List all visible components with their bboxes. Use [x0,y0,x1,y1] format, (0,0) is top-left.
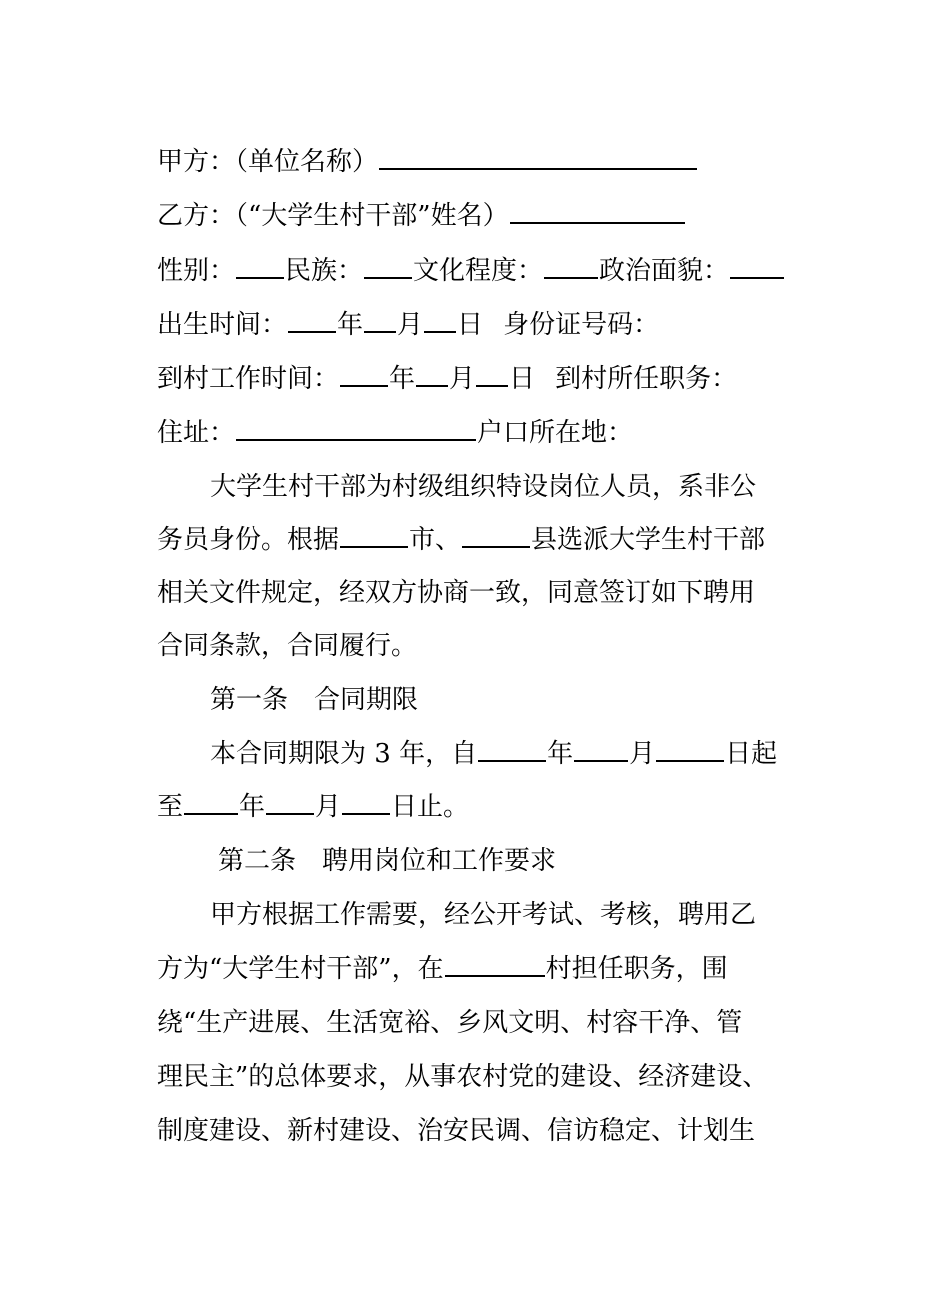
birth-line [157,309,659,341]
political-status-label: 政治面貌： [599,256,730,286]
paragraph-text: 合同条款，合同履行。 [157,631,418,661]
arrival-label: 到村工作时间： [157,364,340,394]
arrival-month-blank[interactable] [416,363,448,387]
hukou-label: 户口所在地： [477,418,634,448]
contract-end-line [157,791,469,823]
id-number-label: 身份证号码： [503,310,660,340]
year-label: 年 [337,310,364,340]
day-label: 日 [457,310,484,340]
start-year-blank[interactable] [478,738,546,762]
paragraph-text: 制度建设、新村建设、治安民调、信访稳定、计划生 [157,1116,756,1146]
education-label: 文化程度： [413,256,544,286]
text-span: 至 [157,792,184,822]
text-span: 月 [629,739,656,769]
ethnicity-blank[interactable] [364,255,412,279]
end-day-blank[interactable] [342,791,390,815]
end-year-blank[interactable] [184,791,238,815]
party-a-blank[interactable] [379,146,697,170]
address-blank[interactable] [236,417,476,441]
party-b-line [157,200,686,232]
position-label: 到村所任职务： [555,364,738,394]
paragraph-text: 甲方根据工作需要，经公开考试、考核，聘用乙 [210,900,757,930]
ethnicity-label: 民族： [285,256,364,286]
text-span: 日止。 [391,792,470,822]
paragraph-text: 绕“生产进展、生活宽裕、乡风文明、村容干净、管 [157,1008,743,1038]
text-span: 本合同期限为 3 年，自 [210,739,478,769]
text-span: 日起 [725,739,778,769]
paragraph-text: 相关文件规定，经双方协商一致，同意签订如下聘用 [157,578,756,608]
birth-year-blank[interactable] [288,309,336,333]
text-span: 月 [315,792,342,822]
education-blank[interactable] [544,255,598,279]
address-line [157,417,633,449]
party-a-line [157,146,698,178]
paragraph-text [157,953,728,985]
arrival-year-blank[interactable] [340,363,388,387]
paragraph-text: 理民主”的总体要求，从事农村党的建设、经济建设、 [157,1062,769,1092]
gender-blank[interactable] [236,255,284,279]
paragraph-text: 大学生村干部为村级组织特设岗位人员，系非公 [210,472,757,502]
gender-label: 性别： [157,256,236,286]
personal-info-line [157,255,785,287]
text-span: 方为“大学生村干部”，在 [157,954,444,984]
text-span: 务员身份。根据 [157,525,340,555]
contract-period-line [210,738,777,770]
month-label: 月 [397,310,424,340]
start-month-blank[interactable] [574,738,628,762]
party-b-blank[interactable] [510,200,685,224]
day-label: 日 [509,364,536,394]
article-2-heading: 第二条 聘用岗位和工作要求 [218,846,557,876]
paragraph-text [157,524,765,556]
birth-day-blank[interactable] [424,309,456,333]
arrival-day-blank[interactable] [476,363,508,387]
start-day-blank[interactable] [656,738,724,762]
party-a-label: 甲方：（单位名称） [157,147,379,177]
political-status-blank[interactable] [730,255,784,279]
article-1-heading: 第一条 合同期限 [210,685,419,715]
birth-label: 出生时间： [157,310,288,340]
county-blank[interactable] [462,524,530,548]
text-span: 市、 [409,525,462,555]
month-label: 月 [449,364,476,394]
end-month-blank[interactable] [266,791,314,815]
arrival-line [157,363,737,395]
text-span: 县选派大学生村干部 [531,525,766,555]
address-label: 住址： [157,418,236,448]
party-b-label: 乙方：（“大学生村干部”姓名） [157,201,509,231]
year-label: 年 [389,364,416,394]
text-span: 年 [239,792,266,822]
village-blank[interactable] [445,953,545,977]
text-span: 年 [547,739,574,769]
birth-month-blank[interactable] [364,309,396,333]
city-blank[interactable] [340,524,408,548]
text-span: 村担任职务，围 [545,954,728,984]
